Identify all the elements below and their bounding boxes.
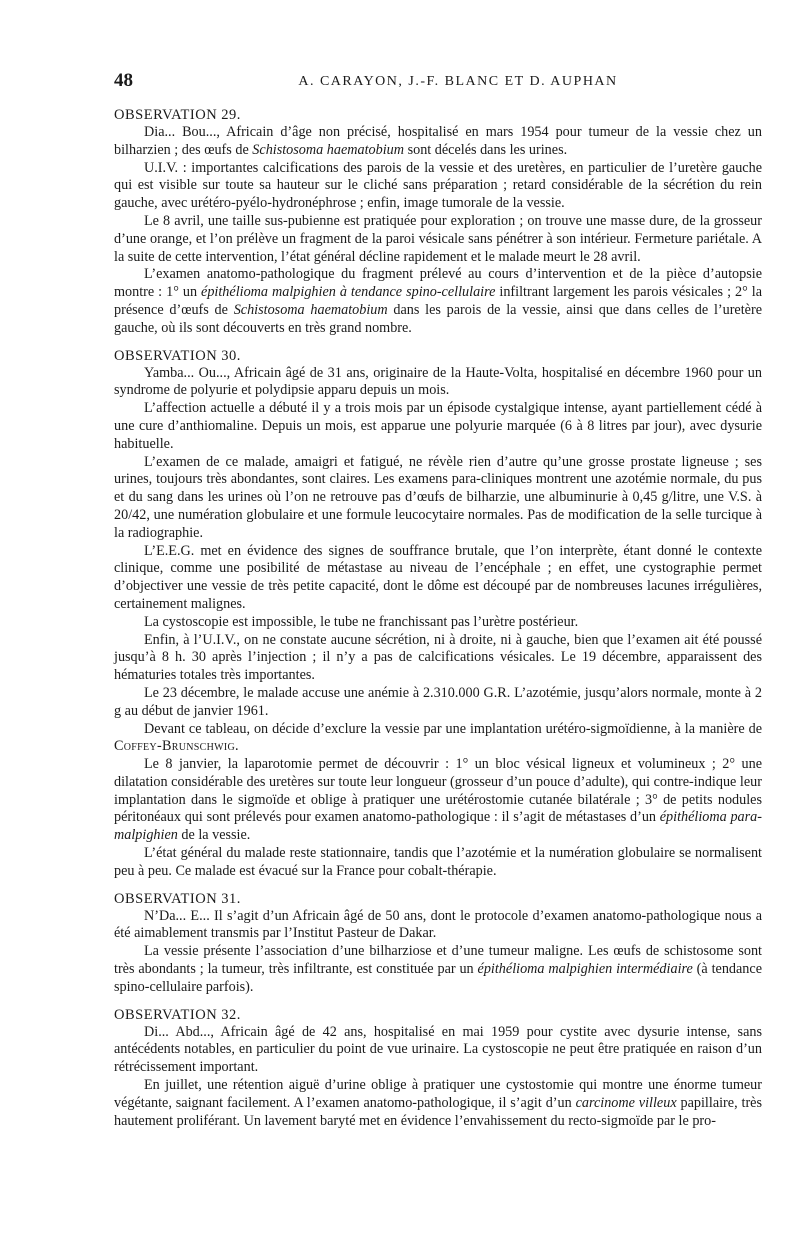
text-run: La vessie présente l’association d’une bilharziose et d’une tumeur maligne. Les œufs de schistosome sont très abondants ; la tumeur, très infiltrante, est constituée par un [114, 943, 762, 978]
paragraph [114, 124, 762, 160]
paragraph [114, 454, 762, 543]
text-run: L’état général du malade reste stationnaire, tandis que l’azotémie et la numération globulaire se normalisent peu à peu. Ce malade est évacué sur la France pour cobalt-thérapie. [114, 845, 762, 879]
text-run: U.I.V. : importantes calcifications des parois de la vessie et des uretères, en particulier de l’uretère gauche qui est visible sur toute sa hauteur sur le cliché sans préparation ; retard considérable de la sécrétion du rein gauche, avec urétéro-pyélo-hydronéphrose ; enfin, image tumorale de la vessie. [114, 159, 762, 212]
observation-section [114, 890, 762, 997]
text-run: Di... Abd..., Africain âgé de 42 ans, hospitalisé en mai 1959 pour cystite avec dysurie intense, sans antécédents notables, en particulier du point de vue urinaire. La cystoscopie ne peut être pratiquée en raison d’un rétrécissement important. [114, 1023, 762, 1076]
paragraph [114, 213, 762, 266]
paragraph [114, 266, 762, 337]
text-run: L’examen de ce malade, amaigri et fatigué, ne révèle rien d’autre qu’une grosse prostate ligneuse ; ses urines, toujours très abondantes, sont claires. Les examens para-cliniques montrent une azotémie normale, du pus et du sang dans les urines où l’on ne retrouve pas d’œufs de bilharzie, une albuminurie à 0,45 g/litre, une V.S. à 20/42, une numération globulaire et une formule leucocytaire normales. Pas de modification de la selle turcique à la radiographie. [114, 453, 762, 541]
paragraph [114, 365, 762, 401]
text-run: Dia... Bou..., Africain d’âge non précisé, hospitalisé en mars 1954 pour tumeur de la vessie chez un bilharzien ; des œufs de [114, 124, 762, 158]
italic-text: épithélioma malpighien intermédiaire [477, 961, 693, 978]
text-run: Enfin, à l’U.I.V., on ne constate aucune sécrétion, ni à droite, ni à gauche, bien que l’examen ait été poussé jusqu’à 8 h. 30 après l’injection ; il n’y a pas de calcifications vésicales. Le 19 décembre, apparaissent des hématuries totales très importantes. [114, 631, 762, 684]
text-run: La cystoscopie est impossible, le tube ne franchissant pas l’urètre postérieur. [144, 613, 579, 630]
italic-text: Schistosoma haematobium [233, 301, 388, 318]
observation-section [114, 106, 762, 338]
paragraph [114, 908, 762, 944]
paragraph [114, 1024, 762, 1077]
text-run: L’E.E.G. met en évidence des signes de souffrance brutale, que l’on interprète, étant donné le contexte clinique, comme une posibilité de métastase au niveau de l’encéphale ; en effet, une cystographie permet d’objectiver une vessie de très petite capacité, dont le dôme est découpé par de nombreuses lacunes irrégulières, certainement malignes. [114, 542, 762, 612]
italic-text: épithélioma malpighien à tendance spino-cellulaire [201, 284, 496, 301]
page-number: 48 [114, 70, 133, 91]
text-run: papillaire, très hautement proliférant. Un lavement baryté met en évidence l’envahissement du recto-sigmoïde par le pro- [114, 1094, 762, 1129]
text-run: . [234, 738, 239, 755]
paragraph [114, 1077, 762, 1130]
observation-title: OBSERVATION 29. [114, 107, 241, 123]
text-run: L’affection actuelle a débuté il y a trois mois par un épisode cystalgique intense, ayant partiellement cédé à une cure d’anthiomaline. Depuis un mois, est apparue une polyurie marquée (6 à 8 litres par jour), avec dysurie habituelle. [114, 400, 762, 452]
paragraph [114, 756, 762, 845]
page-header [114, 0, 762, 106]
italic-text: Schistosoma haematobium [252, 141, 405, 158]
running-head: A. CARAYON, J.-F. BLANC ET D. AUPHAN [298, 74, 618, 89]
observation-section [114, 347, 762, 881]
text-run: sont décelés dans les urines. [404, 141, 568, 158]
paragraph [114, 400, 762, 453]
text-run: Le 8 janvier, la laparotomie permet de découvrir : 1° un bloc vésical ligneux et volumineux ; 2° une dilatation considérable des uretères sur toute leur longueur (grosseur d’un pouce d’adulte), qui contre-indique leur implantation dans le sigmoïde et oblige à pratiquer une urétérostomie cutanée bilatérale ; 3° de petits nodules péritonéaux qui sont prélevés pour examen anatomo-pathologique : il s’agit de métastases d’un [114, 756, 762, 826]
text-run: Le 23 décembre, le malade accuse une anémie à 2.310.000 G.R. L’azotémie, jusqu’alors normale, monte à 2 g au début de janvier 1961. [114, 684, 762, 719]
paragraph [114, 943, 762, 996]
text-run: (à tendance spino-cellulaire parfois). [114, 961, 762, 995]
paragraph [114, 845, 762, 881]
text-run: infiltrant largement les parois vésicales ; 2° la présence d’œufs de [114, 284, 762, 318]
paragraph [114, 685, 762, 721]
text-run: Le 8 avril, une taille sus-pubienne est pratiquée pour exploration ; on trouve une masse dure, de la grosseur d’une orange, et l’on prélève un fragment de la paroi vésicale sans pénétrer à son intérieur. Fermeture pariétale. A la suite de cette intervention, l’état général décline rapidement et le malade meurt le 28 avril. [114, 212, 762, 265]
text-run: Devant ce tableau, on décide d’exclure la vessie par une implantation urétéro-sigmoïdienne, à la manière de [144, 720, 762, 737]
text-run: L’examen anatomo-pathologique du fragment prélevé au cours d’intervention et de la pièce d’autopsie montre : 1° un [114, 266, 762, 301]
observation-title: OBSERVATION 31. [114, 890, 241, 907]
text-run: N’Da... E... Il s’agit d’un Africain âgé de 50 ans, dont le protocole d’examen anatomo-pathologique nous a été aimablement transmis par l’Institut Pasteur de Dakar. [114, 907, 762, 942]
text-run: dans les parois de la vessie, ainsi que dans celles de l’uretère gauche, où ils sont découverts en très grand nombre. [114, 301, 762, 336]
text-run: Yamba... Ou..., Africain âgé de 31 ans, originaire de la Haute-Volta, hospitalisé en décembre 1960 pour un syndrome de polyurie et polydipsie apparu depuis un mois. [114, 364, 762, 399]
observation-section [114, 1006, 762, 1131]
italic-text: carcinome villeux [575, 1094, 677, 1111]
paragraph [114, 632, 762, 685]
text-run: de la vessie. [177, 827, 251, 844]
paragraph [114, 614, 762, 632]
observation-title: OBSERVATION 30. [114, 347, 241, 364]
paragraph [114, 160, 762, 213]
paragraph [114, 721, 762, 757]
observation-title: OBSERVATION 32. [114, 1006, 241, 1023]
document-body [114, 106, 762, 1130]
small-caps-text: Coffey-Brunschwig [114, 738, 235, 755]
paragraph [114, 543, 762, 614]
text-run: En juillet, une rétention aiguë d’urine oblige à pratiquer une cystostomie qui montre une énorme tumeur végétante, saignant facilement. A l’examen anatomo-pathologique, il s’agit d’un [114, 1077, 762, 1111]
italic-text: épithélioma para-malpighien [114, 809, 762, 844]
